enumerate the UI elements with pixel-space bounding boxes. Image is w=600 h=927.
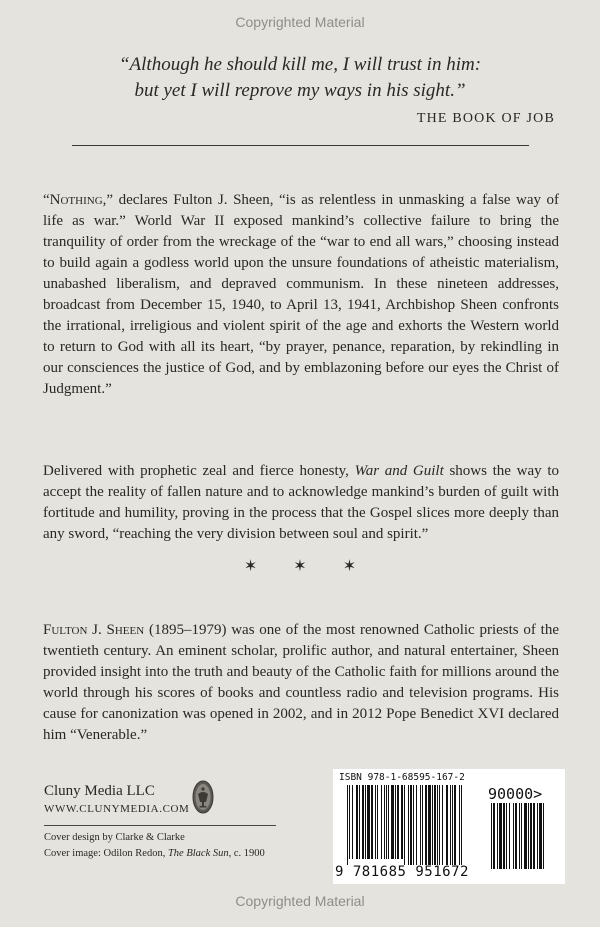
divider-rule xyxy=(72,145,529,146)
epigraph-quote xyxy=(70,52,530,104)
cover-image-prefix: Cover image: Odilon Redon, xyxy=(44,848,168,859)
paragraph-2-before: Delivered with prophetic zeal and fierce honesty, xyxy=(43,463,355,479)
ean-barcode xyxy=(347,785,483,865)
author-name: Fulton J. Sheen xyxy=(43,622,145,638)
publisher-rule xyxy=(44,825,276,826)
publisher-seal-icon xyxy=(192,780,214,814)
cover-image-title: The Black Sun xyxy=(167,848,229,859)
cover-design-credit: Cover design by Clarke & Clarke xyxy=(44,832,185,843)
lead-word: “Nothing,” xyxy=(43,192,114,208)
isbn-number: ISBN 978-1-68595-167-2 xyxy=(339,772,465,783)
author-bio-text: (1895–1979) was one of the most renowned Catholic priests of the twentieth century. An eminent scholar, prolific author, and natural entertainer, Sheen provided insight into the truth and beauty of the Catholic faith for millions around the world through his scores of books and countless radio and television programs. His cause for canonization was opened in 2002, and in 2012 Pope Benedict XVI declared him “Venerable.” xyxy=(43,622,559,743)
author-bio xyxy=(43,620,559,746)
epigraph-attribution: THE BOOK OF JOB xyxy=(416,111,555,126)
barcode-label xyxy=(333,769,565,884)
description-paragraph-1 xyxy=(43,190,559,400)
watermark-top: Copyrighted Material xyxy=(235,14,365,30)
description-paragraph-2 xyxy=(43,461,559,545)
addon-barcode xyxy=(491,803,557,875)
watermark-bottom: Copyrighted Material xyxy=(235,893,365,909)
star-ornaments: ✶✶✶ xyxy=(243,558,393,575)
cover-image-credit xyxy=(44,846,265,862)
price-addon: 90000> xyxy=(488,785,543,803)
cover-credits xyxy=(44,830,265,862)
paragraph-1-text: declares Fulton J. Sheen, “is as relentless in unmasking a false way of life as war.” World War II exposed mankind’s collective failure to bring the tranquility of order from the wreckage of the “war to end all wars,” choosing instead to build again a godless world upon the unsure foundations of atheistic materialism, unabashed liberalism, and depraved communism. In these nineteen addresses, broadcast from December 15, 1940, to April 13, 1941, Archbishop Sheen confronts the irrational, irreligious and violent spirit of the age and exhorts the Western world to return to God with all its heart, “by prayer, penance, reparation, by rekindling in our consciences the justice of God, and by emblazoning before our eyes the Christ of Judgment.” xyxy=(43,192,559,397)
publisher-url: WWW.CLUNYMEDIA.COM xyxy=(44,803,190,815)
publisher-block xyxy=(44,783,189,815)
epigraph-line-2: but yet I will reprove my ways in his sight.” xyxy=(134,80,466,101)
publisher-name: Cluny Media LLC xyxy=(44,783,155,799)
epigraph-line-1: “Although he should kill me, I will trust in him: xyxy=(118,54,482,75)
cover-image-suffix: , c. 1900 xyxy=(228,848,265,859)
book-title: War and Guilt xyxy=(354,463,444,479)
paragraph-2-after: shows the way to accept the reality of fallen nature and to acknowledge mankind’s burden of guilt with fortitude and humility, proving in the process that the Gospel slices more deeply than any sword, “reaching the very division between soul and spirit.” xyxy=(43,463,559,542)
ean-digits: 9 781685 951672 xyxy=(335,864,469,880)
